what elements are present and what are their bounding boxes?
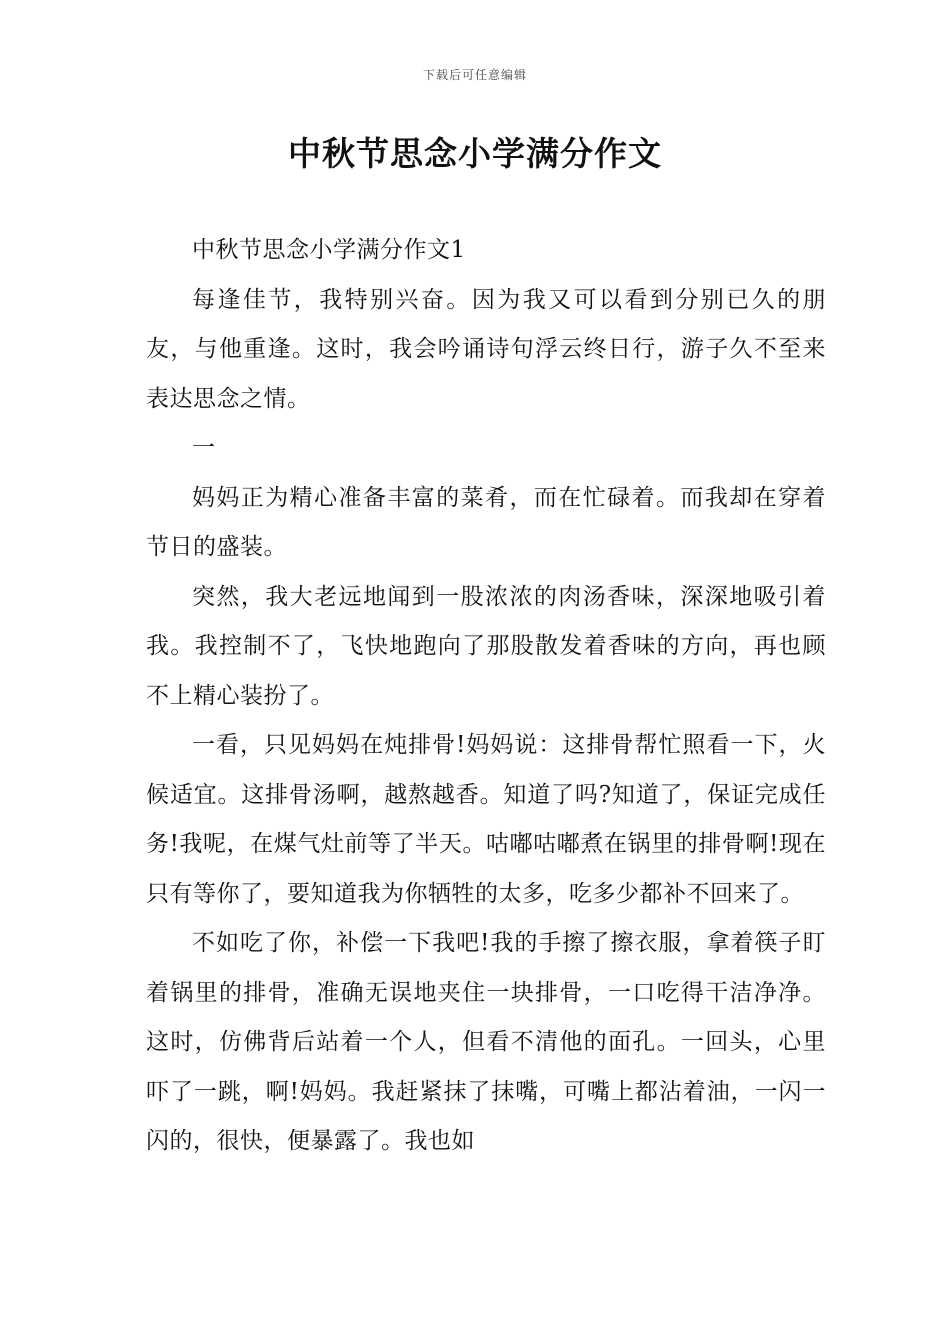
paragraph: 每逢佳节，我特别兴奋。因为我又可以看到分别已久的朋友，与他重逢。这时，我会吟诵诗句浮云终日行，游子久不至来表达思念之情。 [146,286,826,412]
paragraph: 不如吃了你，补偿一下我吧!我的手擦了擦衣服，拿着筷子盯着锅里的排骨，准确无误地夹住一块排骨，一口吃得干洁净净。这时，仿佛背后站着一个人，但看不清他的面孔。一回头，心里吓了一跳，啊!妈妈。我赶紧抹了抹嘴，可嘴上都沾着油，一闪一闪的，很快，便暴露了。我也如 [146,930,826,1154]
paragraph: 突然，我大老远地闻到一股浓浓的肉汤香味，深深地吸引着我。我控制不了，飞快地跑向了那股散发着香味的方向，再也顾不上精心装扮了。 [146,583,826,709]
document-title: 中秋节思念小学满分作文 [288,134,662,173]
paragraph: 妈妈正为精心准备丰富的菜肴，而在忙碌着。而我却在穿着节日的盛装。 [146,484,826,560]
section-heading: 中秋节思念小学满分作文1 [192,237,466,263]
paragraph: 一 [192,435,216,461]
header-note: 下载后可任意编辑 [422,68,527,82]
document-body [146,226,826,1167]
paragraph: 一看，只见妈妈在炖排骨!妈妈说：这排骨帮忙照看一下，火候适宜。这排骨汤啊，越熬越香。知道了吗?知道了，保证完成任务!我呢，在煤气灶前等了半天。咕嘟咕嘟煮在锅里的排骨啊!现在只有等你了，要知道我为你牺牲的太多，吃多少都补不回来了。 [146,732,826,907]
